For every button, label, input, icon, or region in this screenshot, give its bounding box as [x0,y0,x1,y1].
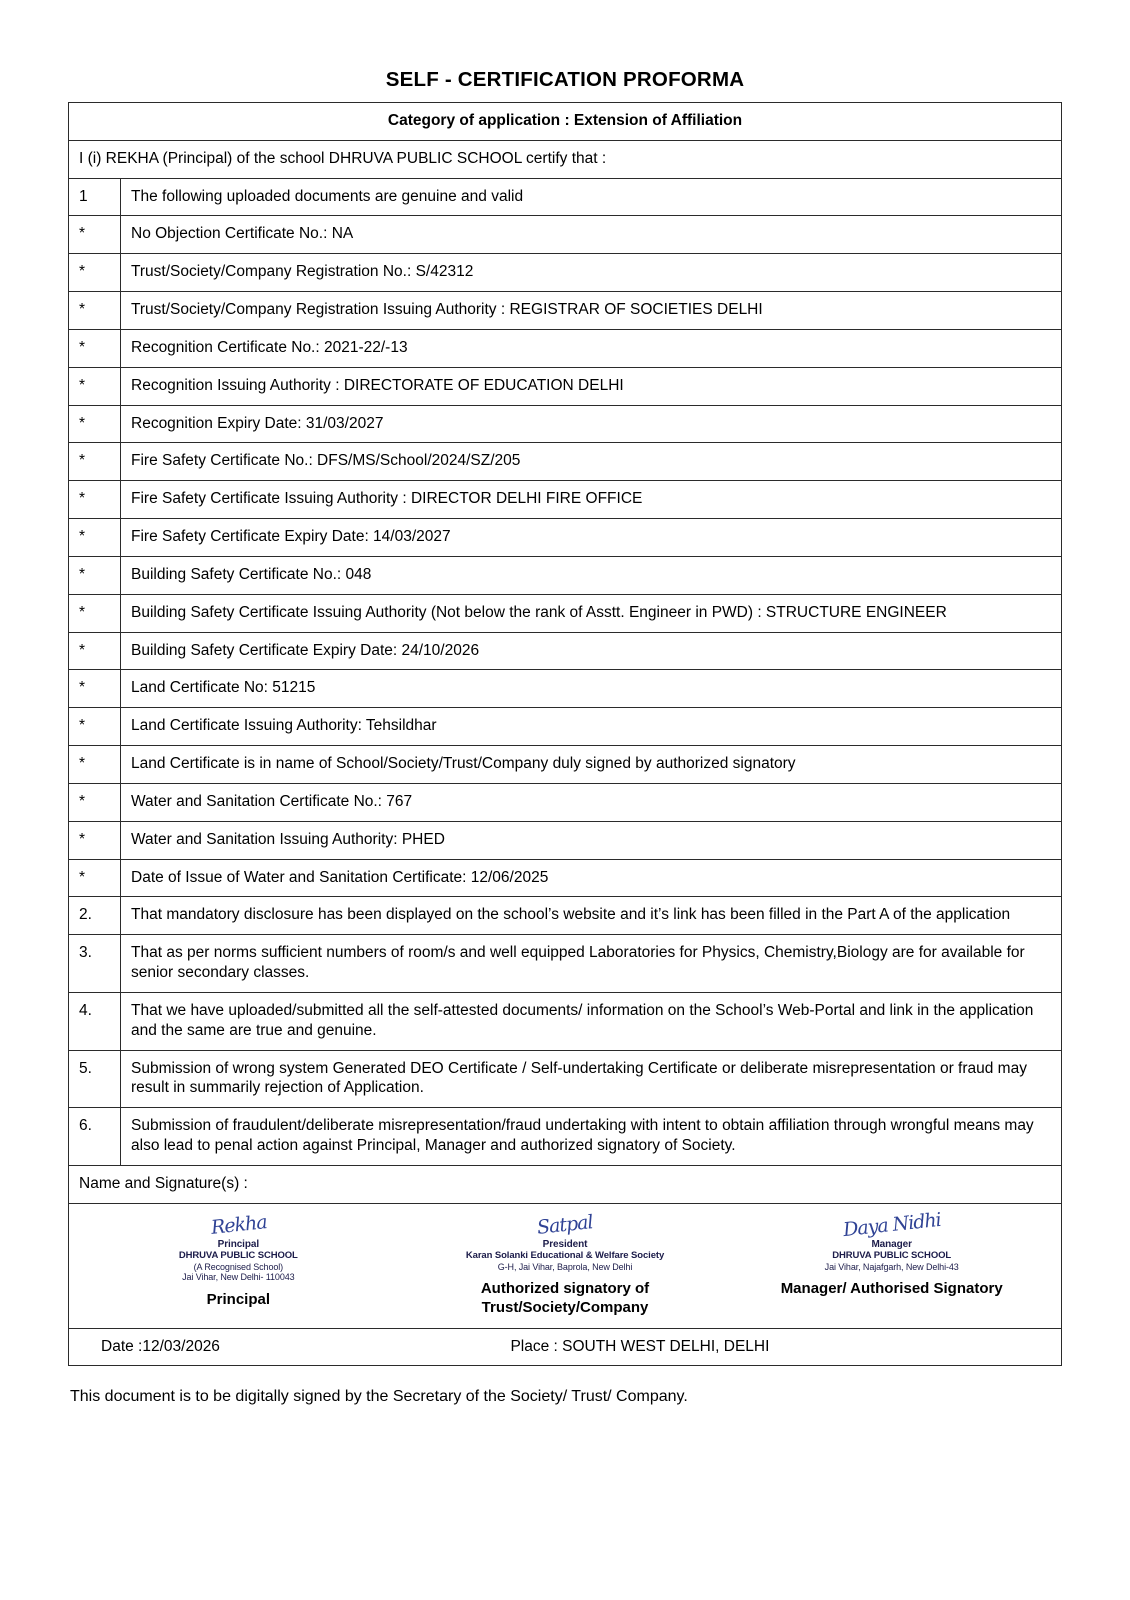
table-row-date-place [69,1328,1062,1366]
date-value: Date :12/03/2026 [101,1337,220,1355]
handwritten-signature-icon: Satpal [536,1210,594,1239]
row-number: * [69,708,121,746]
row-text: Submission of wrong system Generated DEO Certificate / Self-undertaking Certificate or deliberate misrepresentation or fraud may result in summarily rejection of Application. [121,1050,1062,1108]
stamp-role: Principal [217,1238,259,1250]
row-number: * [69,556,121,594]
table-row [69,992,1062,1050]
category-of-application: Category of application : Extension of Affiliation [69,103,1062,141]
stamp-line-1: DHRUVA PUBLIC SCHOOL [178,1250,298,1262]
table-row [69,746,1062,784]
handwritten-signature-icon: Rekha [209,1210,268,1239]
signature-trust-society [402,1204,729,1324]
date-place-row [69,1328,1062,1366]
row-text: Trust/Society/Company Registration No.: S/42312 [121,254,1062,292]
row-number: 3. [69,935,121,993]
row-text: Building Safety Certificate Issuing Authority (Not below the rank of Asstt. Engineer in PWD) : STRUCTURE ENGINEER [121,594,1062,632]
row-number: 1 [69,178,121,216]
place-value: Place : SOUTH WEST DELHI, DELHI [510,1337,770,1355]
stamp-manager [732,1239,1051,1273]
row-text: Recognition Issuing Authority : DIRECTORATE OF EDUCATION DELHI [121,367,1062,405]
stamp-president [406,1239,725,1273]
row-number: * [69,481,121,519]
row-number: * [69,329,121,367]
signature-principal [75,1204,402,1324]
signature-manager [728,1204,1055,1324]
row-number: * [69,594,121,632]
stamp-line-1: Karan Solanki Educational & Welfare Society [465,1250,665,1262]
stamp-line-2: Jai Vihar, Najafgarh, New Delhi-43 [824,1261,959,1272]
row-number: * [69,670,121,708]
row-text: That as per norms sufficient numbers of room/s and well equipped Laboratories for Physics, Chemistry,Biology are for available for senior secondary classes. [121,935,1062,993]
table-body [69,103,1062,1366]
row-number: * [69,746,121,784]
row-text: Fire Safety Certificate No.: DFS/MS/School/2024/SZ/205 [121,443,1062,481]
row-number: * [69,292,121,330]
signature-label: Authorized signatory of Trust/Society/Company [480,1280,650,1317]
row-number: * [69,519,121,557]
handwritten-signature-icon: Daya Nidhi [841,1208,942,1241]
stamp-role: President [542,1238,588,1250]
stamp-principal [79,1239,398,1283]
signature-mark-wrap [732,1208,1051,1241]
table-row [69,632,1062,670]
table-row [69,443,1062,481]
row-number: 5. [69,1050,121,1108]
row-text: Water and Sanitation Certificate No.: 767 [121,783,1062,821]
table-row [69,708,1062,746]
row-number: * [69,367,121,405]
row-text: Land Certificate No: 51215 [121,670,1062,708]
row-text: That we have uploaded/submitted all the self-attested documents/ information on the School’s Web-Portal and link in the application and the same are true and genuine. [121,992,1062,1050]
page-title: SELF - CERTIFICATION PROFORMA [385,68,745,91]
row-number: 2. [69,897,121,935]
row-number: * [69,254,121,292]
row-text: Fire Safety Certificate Expiry Date: 14/03/2027 [121,519,1062,557]
table-row-name-signature [69,1165,1062,1203]
table-row-category [69,103,1062,141]
signature-label: Principal [206,1290,271,1308]
signature-mark-wrap [79,1208,398,1238]
stamp-line-2: (A Recognised School) [193,1261,284,1272]
table-row [69,481,1062,519]
table-row [69,859,1062,897]
stamp-line-2: G-H, Jai Vihar, Baprola, New Delhi [497,1261,633,1272]
table-row [69,594,1062,632]
row-number: * [69,783,121,821]
row-text: Trust/Society/Company Registration Issuing Authority : REGISTRAR OF SOCIETIES DELHI [121,292,1062,330]
signature-block [69,1203,1062,1328]
signature-row [75,1204,1055,1324]
table-row [69,1108,1062,1166]
signature-mark-wrap [406,1208,725,1238]
table-row-signatures [69,1203,1062,1328]
table-row [69,254,1062,292]
table-row [69,216,1062,254]
table-row [69,405,1062,443]
table-row [69,1050,1062,1108]
stamp-role: Manager [871,1238,912,1250]
row-text: Building Safety Certificate Expiry Date: 24/10/2026 [121,632,1062,670]
row-number: * [69,443,121,481]
row-text: Land Certificate is in name of School/Society/Trust/Company duly signed by authorized signatory [121,746,1062,784]
table-row [69,670,1062,708]
row-text: Building Safety Certificate No.: 048 [121,556,1062,594]
row-text: Submission of fraudulent/deliberate misrepresentation/fraud undertaking with intent to obtain affiliation through wrongful means may also lead to penal action against Principal, Manager and authorized signatory of Society. [121,1108,1062,1166]
self-certification-table [68,102,1062,1366]
row-text: The following uploaded documents are genuine and valid [121,178,1062,216]
stamp-line-1: DHRUVA PUBLIC SCHOOL [832,1250,952,1262]
row-text: That mandatory disclosure has been displayed on the school’s website and it’s link has been filled in the Part A of the application [121,897,1062,935]
row-number: * [69,405,121,443]
table-row [69,556,1062,594]
table-row [69,178,1062,216]
table-row-intro [69,140,1062,178]
row-number: * [69,859,121,897]
row-number: * [69,632,121,670]
table-row [69,519,1062,557]
row-text: Date of Issue of Water and Sanitation Certificate: 12/06/2025 [121,859,1062,897]
row-text: Recognition Expiry Date: 31/03/2027 [121,405,1062,443]
table-row [69,292,1062,330]
row-number: 6. [69,1108,121,1166]
signature-label: Manager/ Authorised Signatory [780,1280,1003,1298]
row-number: * [69,216,121,254]
row-text: No Objection Certificate No.: NA [121,216,1062,254]
row-text: Land Certificate Issuing Authority: Tehsildhar [121,708,1062,746]
row-text: Fire Safety Certificate Issuing Authority : DIRECTOR DELHI FIRE OFFICE [121,481,1062,519]
row-text: Water and Sanitation Issuing Authority: PHED [121,821,1062,859]
row-text: Recognition Certificate No.: 2021-22/-13 [121,329,1062,367]
table-row [69,821,1062,859]
certify-statement: I (i) REKHA (Principal) of the school DHRUVA PUBLIC SCHOOL certify that : [69,140,1062,178]
stamp-line-3: Jai Vihar, New Delhi- 110043 [182,1272,295,1283]
row-number: 4. [69,992,121,1050]
table-row [69,935,1062,993]
table-row [69,897,1062,935]
name-and-signature-label: Name and Signature(s) : [69,1165,1062,1203]
footer-note: This document is to be digitally signed by the Secretary of the Society/ Trust/ Company. [70,1388,688,1406]
row-number: * [69,821,121,859]
table-row [69,329,1062,367]
table-row [69,783,1062,821]
table-row [69,367,1062,405]
